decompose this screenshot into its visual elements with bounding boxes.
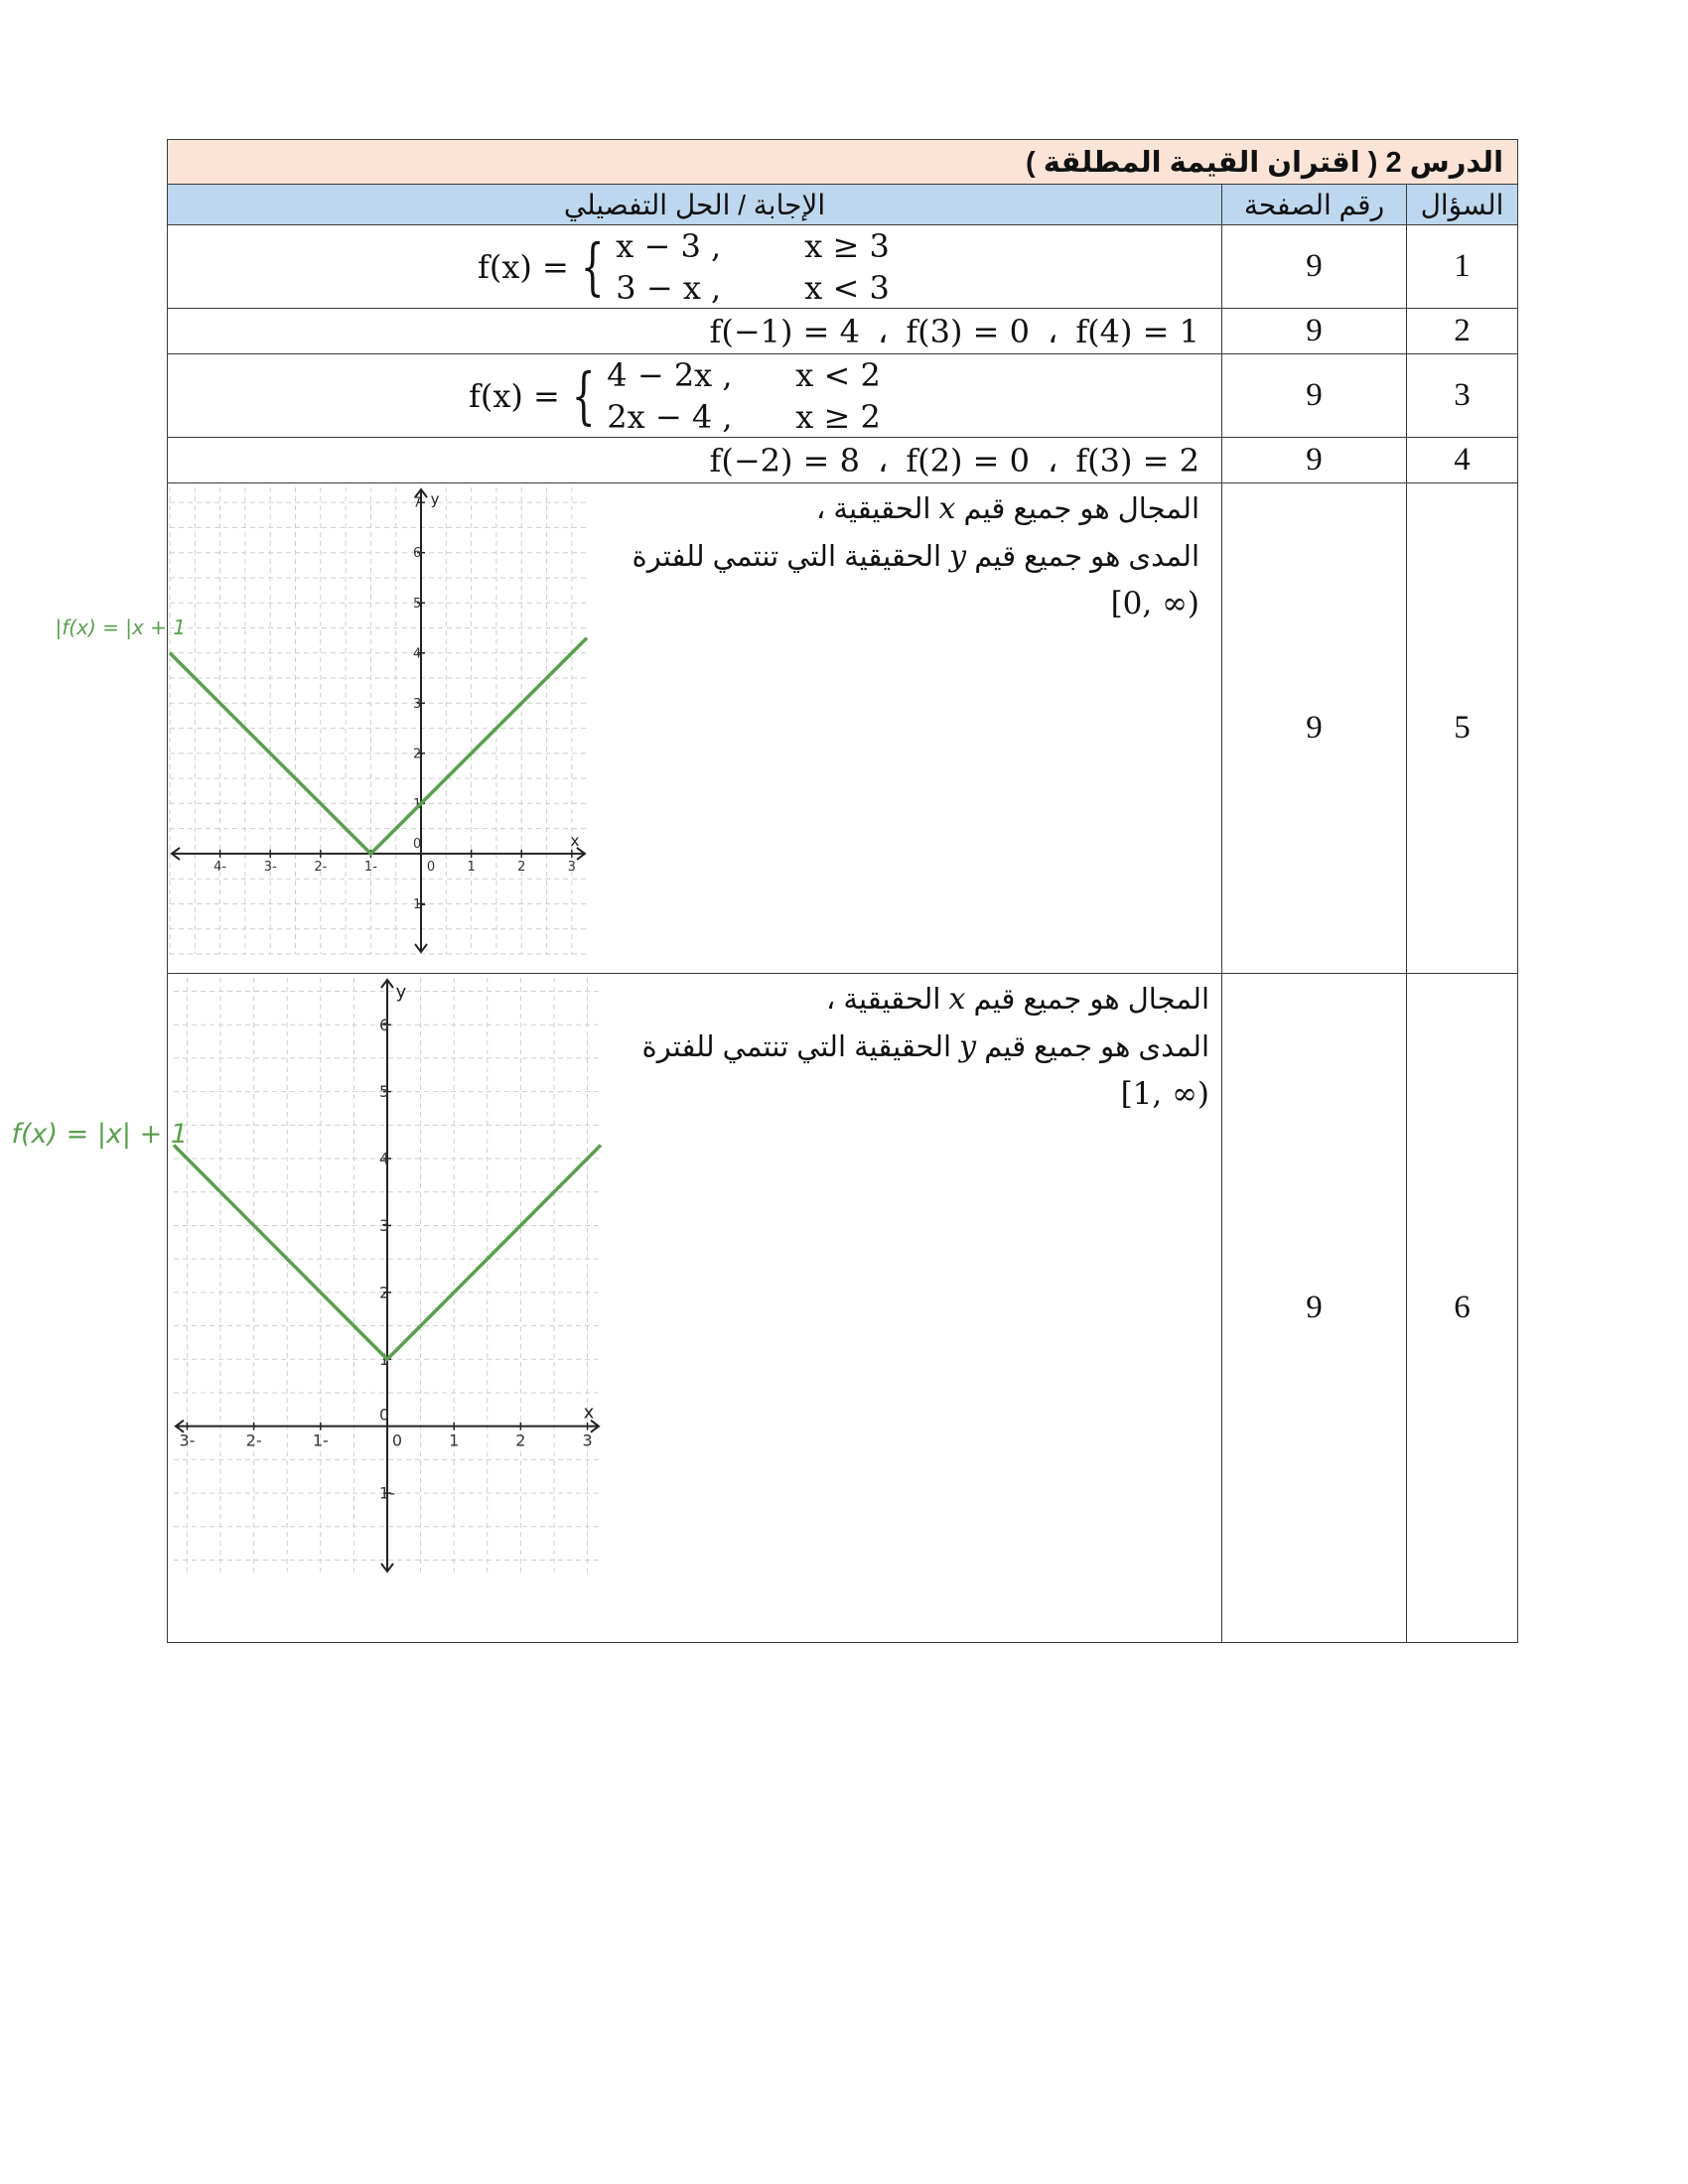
- y-tick-label: 2: [379, 1283, 390, 1302]
- function-value: f(3) = 2: [1075, 441, 1200, 479]
- separator: ،: [877, 442, 889, 478]
- function-value: f(3) = 0: [906, 312, 1030, 350]
- function-value: f(2) = 0: [906, 441, 1030, 479]
- range-interval: [0, ∞): [1110, 586, 1200, 621]
- title-row: [168, 140, 1518, 185]
- table-row: [168, 309, 1518, 354]
- left-brace: {: [580, 230, 605, 303]
- table-row: [168, 483, 1518, 974]
- answer-cell: [168, 309, 1222, 354]
- table-row: [168, 438, 1518, 483]
- y-tick-label: 1: [413, 796, 422, 812]
- x-tick-label: -3: [179, 1431, 196, 1450]
- x-tick-label: -4: [213, 859, 227, 875]
- x-tick-label: -1: [363, 859, 377, 875]
- x-axis-label: x: [570, 831, 580, 850]
- domain-range-text: [594, 976, 1209, 1119]
- left-brace: {: [571, 359, 596, 432]
- y-tick-label: 0: [413, 836, 422, 852]
- table-row: [168, 354, 1518, 438]
- separator: ،: [1048, 313, 1058, 349]
- x-tick-label: 1: [467, 859, 476, 875]
- header-question: السؤال: [1407, 185, 1518, 225]
- case-condition: x < 2: [795, 356, 881, 394]
- case-condition: x ≥ 2: [795, 398, 881, 436]
- lesson-title: الدرس 2 ( اقتران القيمة المطلقة ): [168, 140, 1518, 185]
- page-number: 9: [1222, 354, 1407, 438]
- function-value: f(4) = 1: [1075, 312, 1200, 350]
- answer-cell: [168, 354, 1222, 438]
- y-tick-label: 5: [379, 1082, 390, 1102]
- question-number: 2: [1407, 309, 1518, 354]
- y-axis-label: y: [395, 982, 407, 1003]
- page-number: 9: [1222, 309, 1407, 354]
- x-tick-label: 3: [582, 1431, 593, 1450]
- table-row: [168, 974, 1518, 1643]
- question-number: 4: [1407, 438, 1518, 483]
- function-label: f(x) = |x| + 1: [11, 1119, 188, 1150]
- y-tick-label: 2: [413, 747, 422, 762]
- separator: ،: [877, 313, 889, 349]
- answer-sheet: [11, 139, 1517, 1643]
- y-axis-label: y: [430, 490, 440, 508]
- graph-abs-x-plus-1-shifted: [11, 978, 621, 1583]
- y-tick-label: 3: [413, 696, 422, 712]
- page-number: 9: [1222, 974, 1407, 1643]
- y-tick-label: 4: [379, 1149, 390, 1168]
- separator: ،: [1048, 442, 1058, 478]
- case-condition: x ≥ 3: [804, 227, 890, 265]
- question-number: 6: [1407, 974, 1518, 1643]
- function-value: f(−1) = 4: [709, 312, 860, 350]
- function-line: [170, 638, 587, 854]
- answer-cell: [55, 483, 1222, 974]
- x-tick-label: -2: [245, 1431, 262, 1450]
- x-tick-label: 2: [515, 1431, 526, 1450]
- case-expression: 2x − 4 ,: [607, 398, 733, 436]
- domain-range-text: [584, 485, 1199, 628]
- y-tick-label: 6: [413, 546, 422, 562]
- function-lhs: f(x) =: [478, 248, 569, 286]
- range-statement: المدى هو جميع قيم y الحقيقية التي تنتمي للفترة: [641, 1029, 1210, 1064]
- page-number: 9: [1222, 483, 1407, 974]
- x-tick-label: 1: [449, 1431, 460, 1450]
- answer-cell: [11, 974, 1222, 1643]
- x-tick-label: 3: [567, 859, 576, 875]
- function-label: f(x) = |x + 1|: [55, 615, 186, 639]
- y-tick-label: -1: [379, 1483, 395, 1503]
- piecewise-function: [469, 354, 881, 438]
- x-tick-label: 0: [426, 859, 436, 875]
- case-condition: x < 3: [804, 269, 890, 307]
- range-statement: المدى هو جميع قيم y الحقيقية التي تنتمي للفترة: [632, 539, 1200, 574]
- x-tick-label: 2: [517, 859, 526, 875]
- y-tick-label: 4: [413, 646, 422, 662]
- domain-statement: المجال هو جميع قيم x الحقيقية ،: [826, 982, 1210, 1017]
- range-interval: [1, ∞): [1120, 1076, 1210, 1112]
- domain-statement: المجال هو جميع قيم x الحقيقية ،: [816, 491, 1200, 526]
- y-tick-label: 7: [413, 495, 422, 511]
- x-axis-label: x: [583, 1402, 595, 1424]
- answer-cell: [168, 225, 1222, 309]
- answer-cell: [168, 438, 1222, 483]
- y-tick-label: 0: [379, 1405, 390, 1425]
- y-tick-label: 6: [379, 1015, 390, 1034]
- piecewise-function: [478, 225, 890, 309]
- question-number: 3: [1407, 354, 1518, 438]
- header-answer: الإجابة / الحل التفصيلي: [168, 185, 1222, 225]
- x-tick-label: -1: [312, 1431, 329, 1450]
- x-tick-label: 0: [391, 1431, 403, 1450]
- x-tick-label: -2: [314, 859, 328, 875]
- header-page: رقم الصفحة: [1222, 185, 1407, 225]
- x-tick-label: -3: [263, 859, 277, 875]
- case-expression: 4 − 2x ,: [607, 356, 733, 394]
- question-number: 5: [1407, 483, 1518, 974]
- y-tick-label: 5: [413, 596, 422, 612]
- y-tick-label: 1: [379, 1349, 390, 1369]
- answers-table: [11, 139, 1518, 1643]
- function-lhs: f(x) =: [469, 377, 560, 415]
- page-number: 9: [1222, 438, 1407, 483]
- function-value: f(−2) = 8: [709, 441, 860, 479]
- question-number: 1: [1407, 225, 1518, 309]
- graph-abs-x-plus-1: [55, 487, 597, 964]
- case-expression: 3 − x ,: [616, 269, 722, 307]
- case-expression: x − 3 ,: [616, 227, 722, 265]
- y-tick-label: -1: [413, 897, 426, 913]
- y-tick-label: 3: [379, 1216, 390, 1236]
- table-row: [168, 225, 1518, 309]
- page-number: 9: [1222, 225, 1407, 309]
- header-row: [168, 185, 1518, 225]
